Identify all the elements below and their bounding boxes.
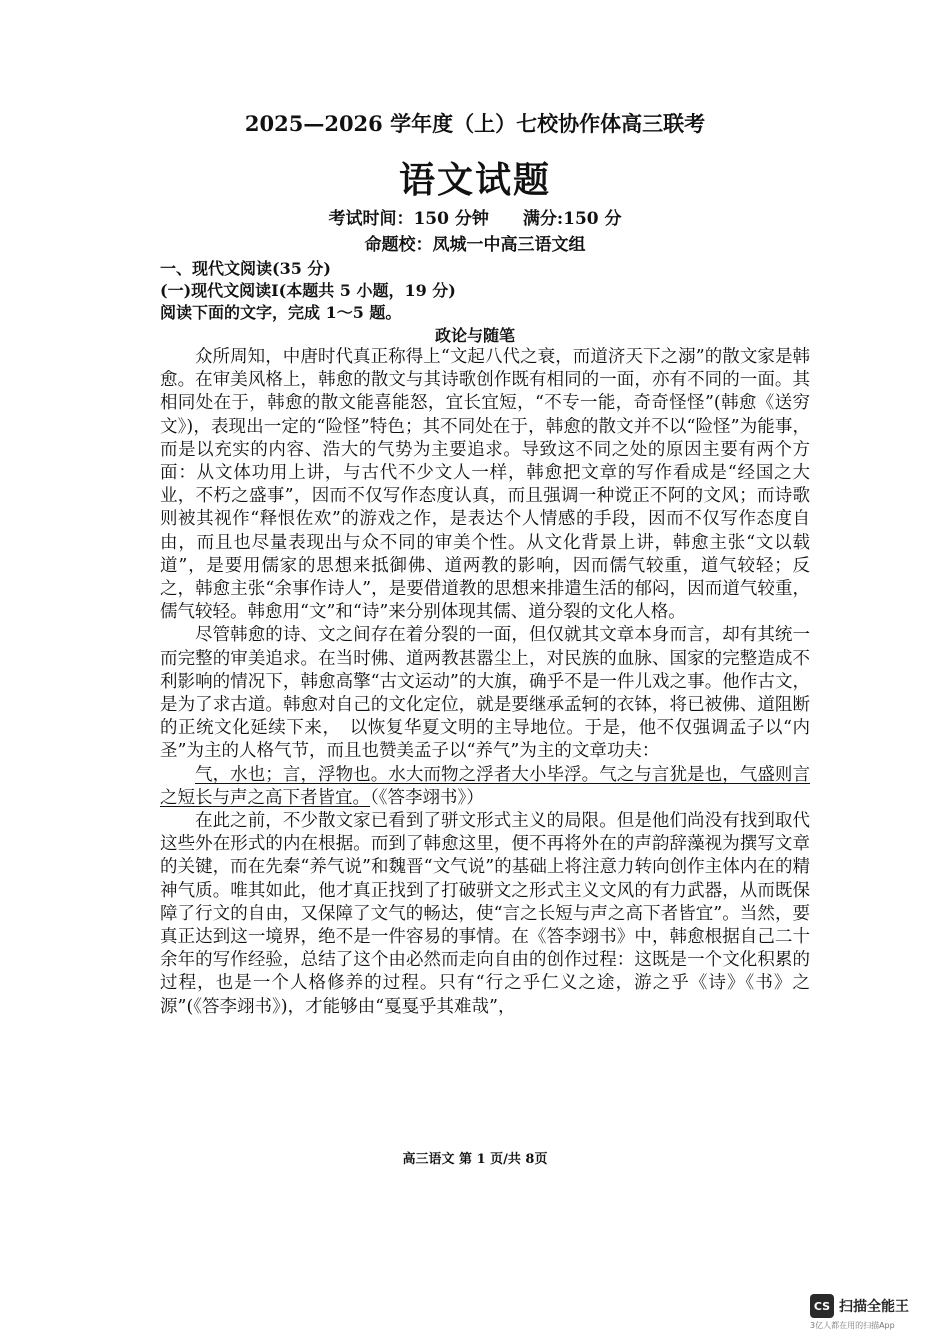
reading-instruction: 阅读下面的文字，完成 1～5 题。: [160, 303, 402, 322]
quotation-source: （《答李翊书》）: [370, 787, 484, 808]
exam-info: 考试时间：150 分钟 满分:150 分: [328, 209, 622, 229]
watermark-tagline: 3亿人都在用的扫描App: [810, 1321, 895, 1330]
setter-school: 命题校：凤城一中高三语文组: [364, 235, 586, 255]
subsection-heading: (一)现代文阅读Ⅰ(本题共 5 小题，19 分): [160, 281, 456, 300]
page-footer: 高三语文 第 1 页/共 8页: [402, 1152, 548, 1167]
section-heading: 一、现代文阅读(35 分): [160, 259, 331, 278]
watermark-app-name: 扫描全能王: [839, 1299, 909, 1315]
camscanner-logo-icon: CS: [810, 1294, 834, 1318]
essay-title: 政论与随笔: [434, 326, 515, 345]
essay-paragraph: 众所周知，中唐时代真正称得上“文起八代之衰，而道济天下之溺”的散文家是韩愈。在审美风格上，韩愈的散文与其诗歌创作既有相同的一面，亦有不同的一面。其相同处在于，韩愈的散文能喜能怒，宜长宜短，“不专一能，奇奇怪怪”(韩愈《送穷文》)，表现出一定的“险怪”特色；其不同处在于，韩愈的散文并不以“险怪”为能事，而是以充实的内容、浩大的气势为主要追求。导致这不同之处的原因主要有两个方面：从文体功用上讲，与古代不少文人一样，韩愈把文章的写作看成是“经国之大业，不朽之盛事”，因而不仅写作态度认真，而且强调一种谠正不阿的文风；而诗歌则被其视作“释恨佐欢”的游戏之作，是表达个人情感的手段，因而不仅写作态度自由，而且也尽量表现出与众不同的审美个性。从文化背景上讲，韩愈主张“文以载道”，是要用儒家的思想来抵御佛、道两教的影响，因而儒气较重，道气较轻；反之，韩愈主张“余事作诗人”，是要借道教的思想来排遣生活的郁闷，因而道气较重，儒气较轻。韩愈用“文”和“诗”来分别体现其儒、道分裂的文化人格。: [160, 347, 810, 623]
quotation: [160, 764, 810, 810]
scanner-watermark: [810, 1294, 930, 1331]
exam-title: 2025—2026 学年度（上）七校协作体高三联考: [244, 111, 706, 136]
subject-title: 语文试题: [398, 159, 551, 201]
essay-paragraph: 在此之前，不少散文家已看到了骈文形式主义的局限。但是他们尚没有找到取代这些外在形式的内在根据。而到了韩愈这里，便不再将外在的声韵辞藻视为撰写文章的关键，而在先秦“养气说”和魏晋“文气说”的基础上将注意力转向创作主体内在的精神气质。唯其如此，他才真正找到了打破骈文之形式主义文风的有力武器，从而既保障了行文的自由，又保障了文气的畅达，使“言之长短与声之高下者皆宜”。当然，要真正达到这一境界，绝不是一件容易的事情。在《答李翊书》中，韩愈根据自己二十余年的写作经验，总结了这个由必然而走向自由的创作过程：这既是一个文化积累的过程，也是一个人格修养的过程。只有“行之乎仁义之途，游之乎《诗》《书》之源”(《答李翊书》)，才能够由“戛戛乎其难哉”，: [160, 811, 810, 1017]
essay-paragraph: 尽管韩愈的诗、文之间存在着分裂的一面，但仅就其文章本身而言，却有其统一而完整的审美追求。在当时佛、道两教甚嚣尘上，对民族的血脉、国家的完整造成不利影响的情况下，韩愈高擎“古文运动”的大旗，确乎不是一件儿戏之事。他作古文，是为了求古道。韩愈对自己的文化定位，就是要继承孟轲的衣钵，将已被佛、道阻断的正统文化延续下来， 以恢复华夏文明的主导地位。于是，他不仅强调孟子以“内圣”为主的人格气节，而且也赞美孟子以“养气”为主的文章功夫：: [160, 625, 810, 762]
quotation-text: 气，水也；言，浮物也。水大而物之浮者大小毕浮。气之与言犹是也，气盛则言之短长与声之高下者皆宜。: [160, 764, 810, 808]
essay-body: [160, 346, 810, 1019]
